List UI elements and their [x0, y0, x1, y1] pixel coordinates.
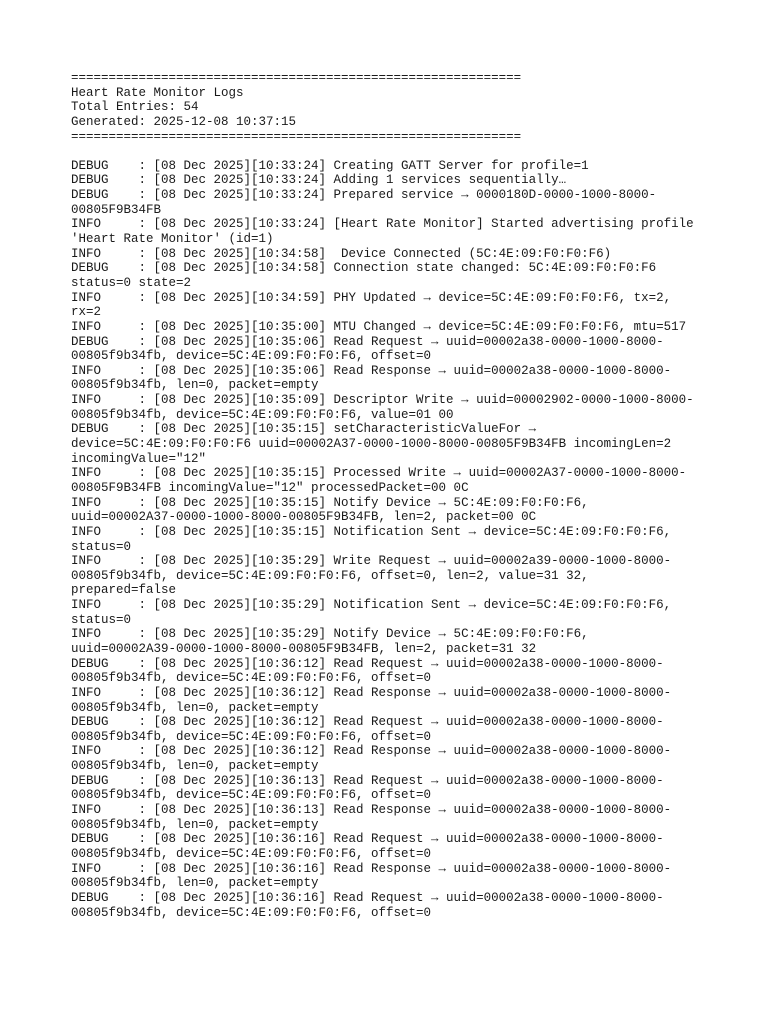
log-line: INFO : [08 Dec 2025][10:35:15] Notify Device → 5C:4E:09:F0:F0:F6, — [71, 495, 589, 510]
log-line: 00805f9b34fb, device=5C:4E:09:F0:F0:F6, offset=0 — [71, 905, 432, 920]
log-line: INFO : [08 Dec 2025][10:36:12] Read Response → uuid=00002a38-0000-1000-8000- — [71, 685, 672, 700]
log-line: INFO : [08 Dec 2025][10:35:29] Notification Sent → device=5C:4E:09:F0:F0:F6, — [71, 598, 672, 613]
log-line: DEBUG : [08 Dec 2025][10:35:15] setCharacteristicValueFor → — [71, 422, 537, 437]
log-line: 00805f9b34fb, device=5C:4E:09:F0:F0:F6, offset=0 — [71, 729, 432, 744]
log-line: DEBUG : [08 Dec 2025][10:36:16] Read Request → uuid=00002a38-0000-1000-8000- — [71, 890, 664, 905]
log-line: DEBUG : [08 Dec 2025][10:36:16] Read Request → uuid=00002a38-0000-1000-8000- — [71, 832, 664, 847]
log-line: status=0 — [71, 539, 132, 554]
log-line: 00805f9b34fb, device=5C:4E:09:F0:F0:F6, offset=0, len=2, value=31 32, — [71, 568, 589, 583]
log-line: DEBUG : [08 Dec 2025][10:36:13] Read Request → uuid=00002a38-0000-1000-8000- — [71, 773, 664, 788]
log-line: INFO : [08 Dec 2025][10:36:16] Read Response → uuid=00002a38-0000-1000-8000- — [71, 861, 672, 876]
log-line: INFO : [08 Dec 2025][10:35:06] Read Response → uuid=00002a38-0000-1000-8000- — [71, 363, 672, 378]
log-line: prepared=false — [71, 583, 177, 598]
log-line: 00805f9b34fb, len=0, packet=empty — [71, 876, 319, 891]
log-line: incomingValue="12" — [71, 451, 207, 466]
log-line: DEBUG : [08 Dec 2025][10:34:58] Connection state changed: 5C:4E:09:F0:F0:F6 — [71, 261, 657, 276]
log-line: INFO : [08 Dec 2025][10:36:13] Read Response → uuid=00002a38-0000-1000-8000- — [71, 803, 672, 818]
log-line: DEBUG : [08 Dec 2025][10:36:12] Read Request → uuid=00002a38-0000-1000-8000- — [71, 715, 664, 730]
log-line: 00805f9b34fb, device=5C:4E:09:F0:F0:F6, offset=0 — [71, 671, 432, 686]
log-line: INFO : [08 Dec 2025][10:34:59] PHY Updated → device=5C:4E:09:F0:F0:F6, tx=2, — [71, 290, 672, 305]
log-line: uuid=00002A37-0000-1000-8000-00805F9B34FB, len=2, packet=00 0C — [71, 510, 537, 525]
total-entries: Total Entries: 54 — [71, 100, 199, 115]
log-line: 00805f9b34fb, device=5C:4E:09:F0:F0:F6, offset=0 — [71, 846, 432, 861]
log-line: DEBUG : [08 Dec 2025][10:36:12] Read Request → uuid=00002a38-0000-1000-8000- — [71, 656, 664, 671]
log-line: INFO : [08 Dec 2025][10:35:29] Write Request → uuid=00002a39-0000-1000-8000- — [71, 554, 672, 569]
log-line: device=5C:4E:09:F0:F0:F6 uuid=00002A37-0000-1000-8000-00805F9B34FB incomingLen=2 — [71, 437, 672, 452]
log-line: INFO : [08 Dec 2025][10:35:00] MTU Changed → device=5C:4E:09:F0:F0:F6, mtu=517 — [71, 319, 687, 334]
log-line: 00805f9b34fb, device=5C:4E:09:F0:F0:F6, offset=0 — [71, 788, 432, 803]
log-line: 00805f9b34fb, len=0, packet=empty — [71, 759, 319, 774]
log-line: INFO : [08 Dec 2025][10:35:15] Processed Write → uuid=00002A37-0000-1000-8000- — [71, 466, 687, 481]
log-line: 'Heart Rate Monitor' (id=1) — [71, 232, 274, 247]
log-line: INFO : [08 Dec 2025][10:35:29] Notify Device → 5C:4E:09:F0:F0:F6, — [71, 627, 589, 642]
log-line: INFO : [08 Dec 2025][10:34:58] Device Connected (5C:4E:09:F0:F0:F6) — [71, 246, 612, 261]
log-line: INFO : [08 Dec 2025][10:35:15] Notification Sent → device=5C:4E:09:F0:F0:F6, — [71, 524, 672, 539]
log-line: INFO : [08 Dec 2025][10:35:09] Descriptor Write → uuid=00002902-0000-1000-8000- — [71, 393, 694, 408]
log-line: 00805f9b34fb, device=5C:4E:09:F0:F0:F6, offset=0 — [71, 349, 432, 364]
log-line: DEBUG : [08 Dec 2025][10:33:24] Creating GATT Server for profile=1 — [71, 158, 589, 173]
log-body — [71, 159, 711, 920]
log-line: INFO : [08 Dec 2025][10:33:24] [Heart Rate Monitor] Started advertising profile — [71, 217, 694, 232]
header-separator-bottom: ============================================================ — [71, 129, 522, 144]
log-line: 00805f9b34fb, len=0, packet=empty — [71, 700, 319, 715]
log-line: 00805f9b34fb, len=0, packet=empty — [71, 817, 319, 832]
header-separator-top: ============================================================ — [71, 71, 522, 85]
log-line: status=0 state=2 — [71, 275, 192, 290]
log-line: 00805f9b34fb, len=0, packet=empty — [71, 378, 319, 393]
log-line: rx=2 — [71, 305, 102, 320]
log-line: DEBUG : [08 Dec 2025][10:33:24] Adding 1 services sequentially… — [71, 173, 567, 188]
document-title: Heart Rate Monitor Logs — [71, 85, 244, 100]
log-line: DEBUG : [08 Dec 2025][10:33:24] Prepared service → 0000180D-0000-1000-8000- — [71, 188, 657, 203]
log-line: INFO : [08 Dec 2025][10:36:12] Read Response → uuid=00002a38-0000-1000-8000- — [71, 744, 672, 759]
log-document — [71, 71, 711, 920]
log-line: 00805f9b34fb, device=5C:4E:09:F0:F0:F6, value=01 00 — [71, 407, 454, 422]
blank-spacer — [71, 144, 711, 159]
generated-timestamp: Generated: 2025-12-08 10:37:15 — [71, 114, 297, 129]
log-line: 00805F9B34FB incomingValue="12" processedPacket=00 0C — [71, 480, 469, 495]
log-line: DEBUG : [08 Dec 2025][10:35:06] Read Request → uuid=00002a38-0000-1000-8000- — [71, 334, 664, 349]
log-line: status=0 — [71, 612, 132, 627]
log-line: uuid=00002A39-0000-1000-8000-00805F9B34FB, len=2, packet=31 32 — [71, 641, 537, 656]
log-line: 00805F9B34FB — [71, 202, 162, 217]
